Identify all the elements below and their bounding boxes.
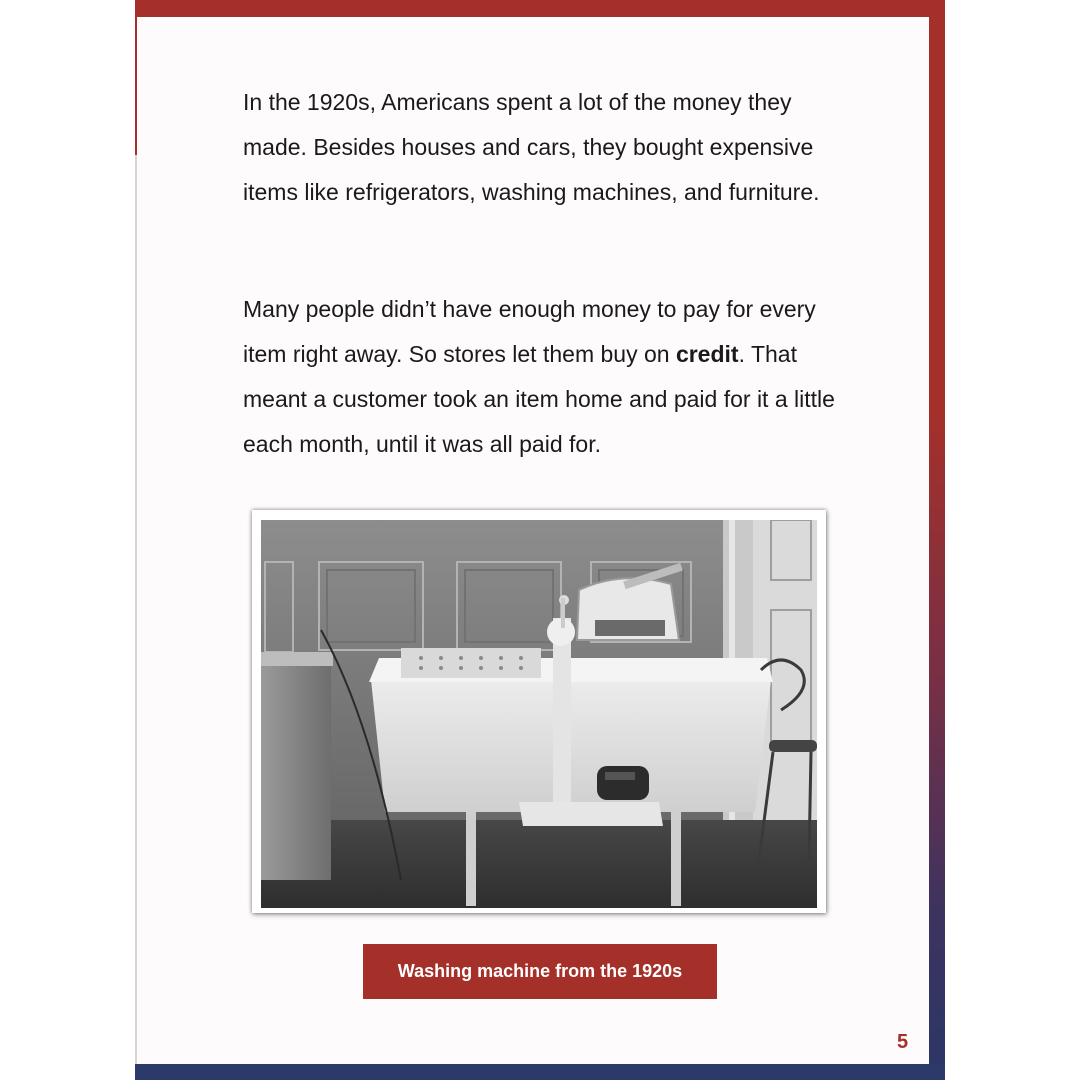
right-border-bar: [929, 0, 945, 1080]
body-paragraph-1: In the 1920s, Americans spent a lot of the money they made. Besides houses and cars, they bought expensive items like refrigerators, washing machines, and furniture.: [243, 89, 820, 205]
photo-caption: Washing machine from the 1920s: [397, 961, 683, 981]
page-number: 5: [897, 1031, 909, 1053]
bottom-border-bar: [135, 1064, 945, 1080]
top-border-bar: [135, 0, 945, 17]
book-page: [137, 17, 929, 1064]
body-paragraph-2: [243, 287, 843, 467]
photo-caption-box: [363, 944, 717, 999]
washing-machine-photo: [261, 520, 817, 908]
glossary-term-credit: credit: [675, 341, 739, 367]
paragraph-2-text-end: . That meant a customer took an item home and paid for it a little each month, until it was all paid for.: [243, 341, 835, 457]
paragraph-2-text-start: Many people didn’t have enough money to pay for every item right away. So stores let them buy on: [243, 296, 816, 367]
photo-frame: [252, 510, 826, 913]
